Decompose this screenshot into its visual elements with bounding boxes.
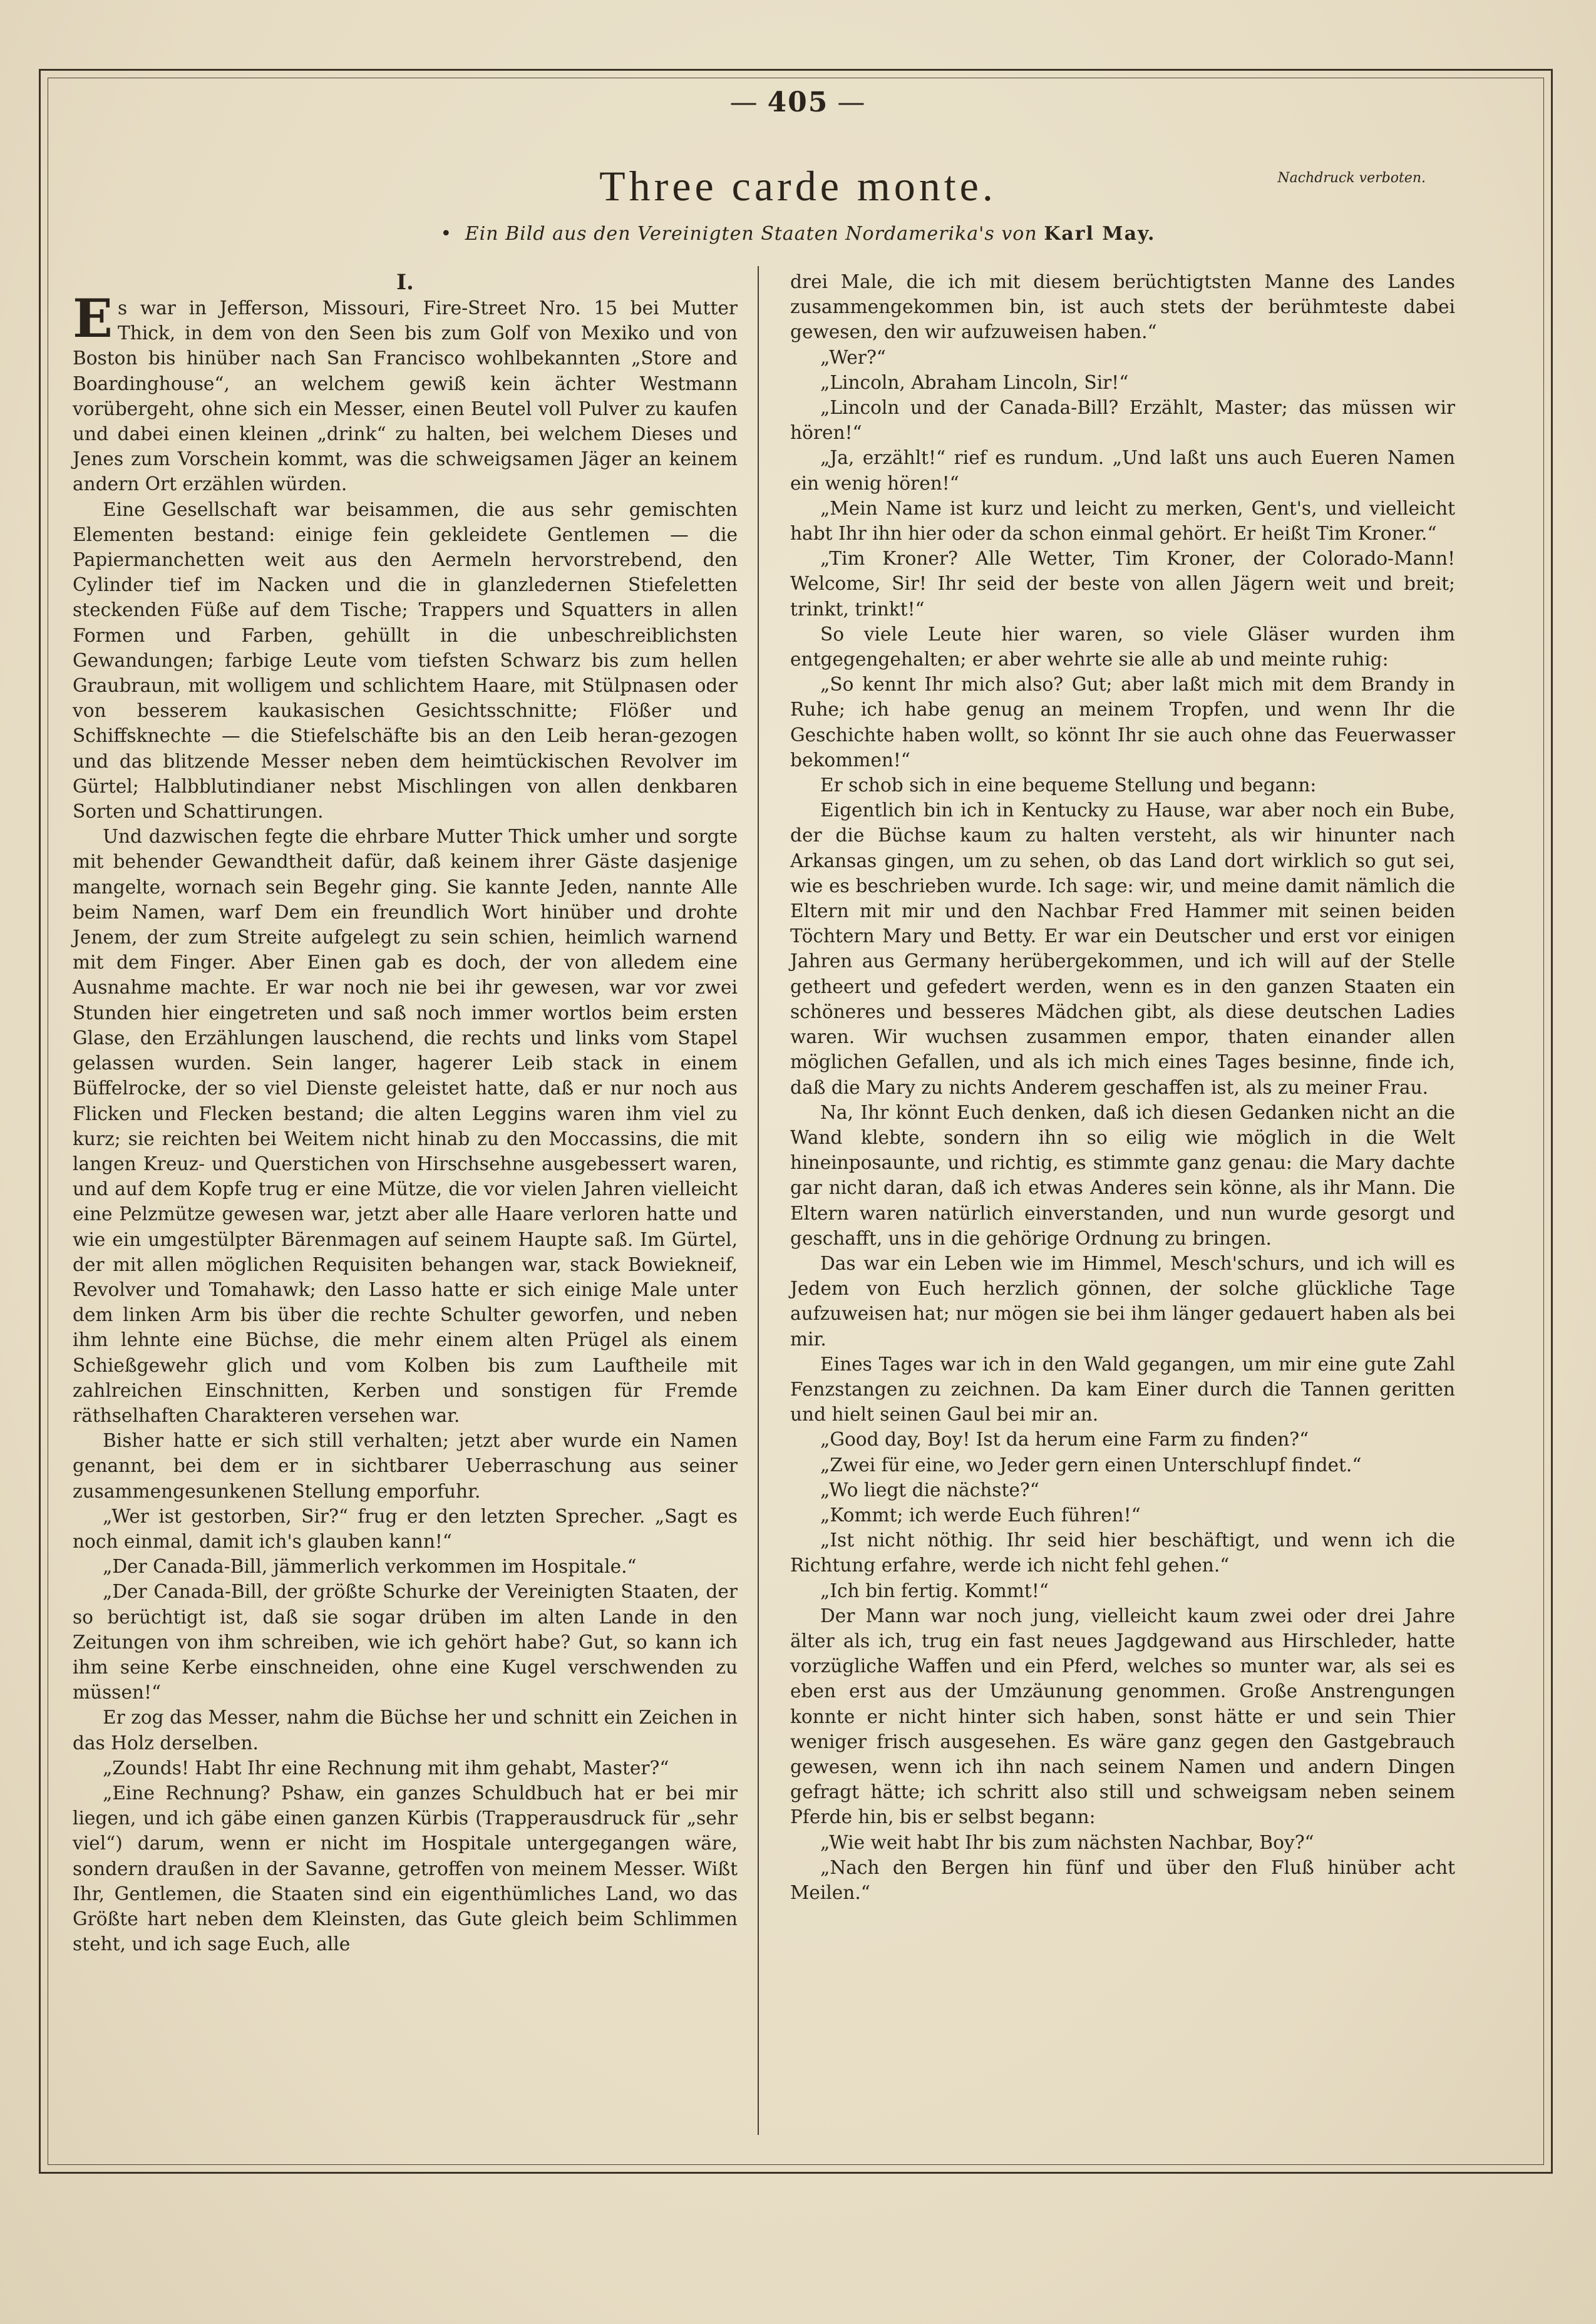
page-number-dash-right: — <box>837 86 867 118</box>
page-number-dash-left: — <box>729 86 759 118</box>
paragraph <box>790 496 1455 546</box>
article-subtitle <box>0 223 1596 245</box>
paragraph <box>73 1428 738 1504</box>
paragraph-text: „Lincoln, Abraham Lincoln, Sir!“ <box>820 371 1129 393</box>
paragraph <box>790 1478 1455 1503</box>
paragraph-text: „So kennt Ihr mich also? Gut; aber laßt mich mit dem Brandy in Ruhe; ich habe genug an meinem Tropfen, und wenn Ihr die Geschichte haben wollt, so könnt Ihr sie auch ohne das Feuerwasser bekommen!“ <box>790 674 1455 771</box>
paragraph <box>790 445 1455 495</box>
right-column <box>790 269 1455 1905</box>
paragraph <box>790 798 1455 1099</box>
page-number-value: 405 <box>767 86 829 118</box>
paragraph <box>790 1352 1455 1427</box>
subtitle-text: Ein Bild aus den Vereinigten Staaten Nordamerika's von <box>465 223 1037 245</box>
paragraph-text: Na, Ihr könnt Euch denken, daß ich diesen Gedanken nicht an die Wand klebte, sondern ihn so eilig wie möglich in die Welt hineinposaunte, und richtig, es stimmte ganz genau: die Mary dachte gar nicht daran, daß ich etwas Anderes sein könne, als ihr Mann. Die Eltern waren natürlich einverstanden, und nun wurde gesorgt und geschafft, uns in die gehörige Ordnung zu bringen. <box>790 1101 1455 1249</box>
paragraph <box>790 370 1455 395</box>
paragraph <box>73 1756 738 1781</box>
paragraph-text: Eigentlich bin ich in Kentucky zu Hause, war aber noch ein Bube, der die Büchse kaum zu halten versteht, als wir hinunter nach Arkansas gingen, um zu sehen, ob das Land dort wirklich so gut sei, wie es beschrieben wurde. Ich sage: wir, und meine damit nämlich die Eltern mit mir und den Nachbar Fred Hammer mit seinen beiden Töchtern Mary und Betty. Er war ein Deutscher und erst vor einigen Jahren aus Germany herübergekommen, und ich will auf der Stelle getheert und gefedert werden, wenn es in den ganzen Staaten ein schöneres und besseres Mädchen gibt, als diese deutschen Ladies waren. Wir wuchsen zusammen empor, thaten einander allen möglichen Gefallen, und als ich mich eines Tages besinne, finde ich, daß die Mary zu nichts Anderem geschaffen ist, als zu meiner Frau. <box>790 800 1455 1098</box>
left-column <box>73 269 738 1956</box>
paragraph-text: „Wie weit habt Ihr bis zum nächsten Nachbar, Boy?“ <box>820 1831 1314 1853</box>
paragraph-text: Eine Gesellschaft war beisammen, die aus sehr gemischten Elementen bestand: einige fein gekleidete Gentlemen — die Papiermanchetten weit aus den Aermeln hervorstrebend, den Cylinder tief im Nacken und die in glanzledernen Stiefeletten steckenden Füße auf dem Tische; Trappers und Squatters in allen Formen und Farben, gehüllt in die unbeschreiblichsten Gewandungen; farbige Leute vom tiefsten Schwarz bis zum hellen Graubraun, mit wolligem und schlichtem Haare, mit Stülpnasen oder von besserem kaukasischen Gesichtsschnitte; Flößer und Schiffsknechte — die Stiefelschäfte bis an den Leib heran-gezogen und das blitzende Messer neben dem heimtückischen Revolver im Gürtel; Halbblutindianer nebst Mischlingen von allen denkbaren Sorten und Schattirungen. <box>73 498 738 823</box>
paragraph <box>790 345 1455 370</box>
paragraph-text: „Zwei für eine, wo Jeder gern einen Unterschlupf findet.“ <box>820 1454 1362 1476</box>
paragraph <box>73 287 738 497</box>
paragraph <box>790 1427 1455 1452</box>
subtitle-bullet: • <box>440 223 453 245</box>
paragraph-text: „Der Canada-Bill, der größte Schurke der Vereinigten Staaten, der so berüchtigt ist, daß sie sogar drüben im alten Lande in den Zeitungen von ihm schreiben, wie ich gehört habe? Gut, so kann ich ihm seine Kerbe einschneiden, ohne eine Kugel verschwenden zu müssen!“ <box>73 1581 738 1704</box>
paragraph-text: „Zounds! Habt Ihr eine Rechnung mit ihm gehabt, Master?“ <box>103 1757 669 1779</box>
paragraph <box>790 1855 1455 1905</box>
paragraph-text: „Good day, Boy! Ist da herum eine Farm zu finden?“ <box>820 1429 1309 1451</box>
paragraph-text: „Eine Rechnung? Pshaw, ein ganzes Schuldbuch hat er bei mir liegen, und ich gäbe einen ganzen Kürbis (Trapperausdruck für „sehr viel“) darum, wenn er nicht im Hospitale untergegangen wäre, sondern draußen in der Savanne, getroffen von meinem Messer. Wißt Ihr, Gentlemen, die Staaten sind ein eigenthümliches Land, wo das Größte hart neben dem Kleinsten, das Gute gleich beim Schlimmen steht, und ich sage Euch, alle <box>73 1782 738 1955</box>
paragraph-text: Bisher hatte er sich still verhalten; jetzt aber wurde ein Namen genannt, bei dem er in sichtbarer Ueberraschung aus seiner zusammengesunkenen Stellung emporfuhr. <box>73 1430 738 1502</box>
paragraph-text: „Mein Name ist kurz und leicht zu merken, Gent's, und vielleicht habt Ihr ihn hier oder da schon einmal gehört. Er heißt Tim Kroner.“ <box>790 497 1455 545</box>
page-number <box>0 86 1596 118</box>
paragraph-text: „Wer?“ <box>820 346 886 368</box>
paragraph <box>790 1251 1455 1352</box>
paragraph-text: „Nach den Bergen hin fünf und über den Fluß hinüber acht Meilen.“ <box>790 1856 1455 1903</box>
paragraph <box>790 395 1455 445</box>
paragraph-text: „Lincoln und der Canada-Bill? Erzählt, Master; das müssen wir hören!“ <box>790 397 1455 444</box>
paragraph <box>790 269 1455 345</box>
paragraph <box>790 773 1455 798</box>
paragraph <box>790 1452 1455 1478</box>
section-number: I. <box>396 270 414 295</box>
author-name: Karl May. <box>1044 223 1156 245</box>
paragraph-text: „Kommt; ich werde Euch führen!“ <box>820 1504 1141 1526</box>
article-title: Three carde monte. <box>599 162 997 210</box>
paragraph <box>790 1528 1455 1578</box>
paragraph <box>790 1578 1455 1603</box>
paragraph-text: drei Male, die ich mit diesem berüchtigtsten Manne des Landes zusammengekommen bin, ist auch stets der berühmteste dabei gewesen, den wir aufzuweisen haben.“ <box>790 271 1455 343</box>
column-divider <box>758 266 759 2135</box>
paragraph <box>73 1504 738 1554</box>
paragraph <box>73 1781 738 1956</box>
paragraph-text: „Ist nicht nöthig. Ihr seid hier beschäftigt, und wenn ich die Richtung erfahre, werde ich nicht fehl gehen.“ <box>790 1530 1455 1576</box>
paragraph <box>790 1100 1455 1251</box>
paragraph <box>790 1830 1455 1855</box>
paragraph <box>73 497 738 825</box>
paragraph <box>790 622 1455 672</box>
paragraph <box>790 672 1455 773</box>
paragraph-text: „Der Canada-Bill, jämmerlich verkommen im Hospitale.“ <box>103 1556 637 1578</box>
paragraph-text: Und dazwischen fegte die ehrbare Mutter Thick umher und sorgte mit behender Gewandtheit dafür, daß keinem ihrer Gäste dasjenige mangelte, wornach sein Begehr ging. Sie kannte Jeden, nannte Alle beim Namen, warf Dem ein freundlich Wort hinüber und drohte Jenem, der zum Streite aufgelegt zu sein schien, heimlich warnend mit dem Finger. Aber Einen gab es doch, der von alledem eine Ausnahme machte. Er war noch nie bei ihr gewesen, war vor zwei Stunden hier eingetreten und saß noch immer wortlos beim ersten Glase, den Erzählungen lauschend, die rechts und links vom Stapel gelassen wurden. Sein langer, hagerer Leib stack in einem Büffelrocke, der so viel Dienste geleistet hatte, daß er nur noch aus Flicken und Flecken bestand; die alten Leggins waren ihm viel zu kurz; sie reichten bei Weitem nicht hinab zu den Moccassins, die mit langen Kreuz- und Querstichen von Hirschsehne ausgebessert waren, und auf dem Kopfe trug er eine Mütze, die vor vielen Jahren vielleicht eine Pelzmütze gewesen war, jetzt aber alle Haare verloren hatte und wie ein umgestülpter Bärenmagen auf seinem Haupte saß. Im Gürtel, der mit allen möglichen Requisiten behangen war, stack Bowiekneif, Revolver und Tomahawk; den Lasso hatte er sich einige Male unter dem linken Arm bis über die rechte Schulter geworfen, und neben ihm lehnte eine Büchse, die mehr einem alten Prügel als einem Schießgewehr glich und vom Kolben bis zum Lauftheile mit zahlreichen Einschnitten, Kerben und sonstigen für Fremde räthselhaften Charakteren versehen war. <box>73 826 738 1426</box>
paragraph-text: Er schob sich in eine bequeme Stellung und begann: <box>820 774 1317 796</box>
paragraph <box>73 1579 738 1705</box>
paragraph-text: „Wer ist gestorben, Sir?“ frug er den letzten Sprecher. „Sagt es noch einmal, damit ich's glauben kann!“ <box>73 1505 738 1552</box>
paragraph-text: „Ja, erzählt!“ rief es rundum. „Und laßt uns auch Eueren Namen ein wenig hören!“ <box>790 447 1455 494</box>
drop-cap: E <box>73 287 113 349</box>
paragraph-text: So viele Leute hier waren, so viele Gläser wurden ihm entgegengehalten; er aber wehrte sie alle ab und meinte ruhig: <box>790 623 1455 671</box>
paragraph <box>73 824 738 1428</box>
paragraph <box>73 1554 738 1579</box>
paragraph-text: „Ich bin fertig. Kommt!“ <box>820 1580 1049 1602</box>
paragraph <box>790 546 1455 622</box>
paragraph <box>790 1503 1455 1528</box>
paragraph-text: s war in Jefferson, Missouri, Fire-Street Nro. 15 bei Mutter Thick, in dem von den Seen bis zum Golf von Mexiko und von Boston bis hinüber nach San Francisco wohlbekannten „Store and Boardinghouse“, an welchem gewiß kein ächter Westmann vorübergeht, ohne sich ein Messer, einen Beutel voll Pulver zu kaufen und dabei einen kleinen „drink“ zu halten, bei welchem Dieses und Jenes zum Vorschein kommt, was die schweigsamen Jäger an keinem andern Ort erzählen würden. <box>73 297 738 495</box>
paragraph-text: „Wo liegt die nächste?“ <box>820 1479 1039 1501</box>
reprint-notice: Nachdruck verboten. <box>1277 170 1426 186</box>
paragraph-text: Das war ein Leben wie im Himmel, Mesch'schurs, und ich will es Jedem von Euch herzlich gönnen, der solche glückliche Tage aufzuweisen hat; nur mögen sie bei ihm länger gedauert haben als bei mir. <box>790 1252 1455 1350</box>
paragraph <box>73 1705 738 1755</box>
paragraph-text: Eines Tages war ich in den Wald gegangen, um mir eine gute Zahl Fenzstangen zu zeichnen. Da kam Einer durch die Tannen geritten und hielt seinen Gaul bei mir an. <box>790 1353 1455 1426</box>
paragraph-text: Er zog das Messer, nahm die Büchse her und schnitt ein Zeichen in das Holz derselben. <box>73 1707 738 1754</box>
paragraph-text: Der Mann war noch jung, vielleicht kaum zwei oder drei Jahre älter als ich, trug ein fast neues Jagdgewand aus Hirschleder, hatte vorzügliche Waffen und ein Pferd, welches so munter war, als sei es eben erst aus der Umzäunung genommen. Große Anstrengungen konnte er nicht hinter sich haben, sonst hätte er und sein Thier weniger frisch ausgesehen. Es wäre ganz gegen den Gastgebrauch gewesen, wenn ich ihn nach seinem Namen und andern Dingen gefragt hätte; ich schritt also still und schweigsam neben seinem Pferde hin, bis er selbst begann: <box>790 1605 1455 1828</box>
paragraph-text: „Tim Kroner? Alle Wetter, Tim Kroner, der Colorado-Mann! Welcome, Sir! Ihr seid der beste von allen Jägern weit und breit; trinkt, trinkt!“ <box>790 548 1455 620</box>
paragraph <box>790 1603 1455 1830</box>
